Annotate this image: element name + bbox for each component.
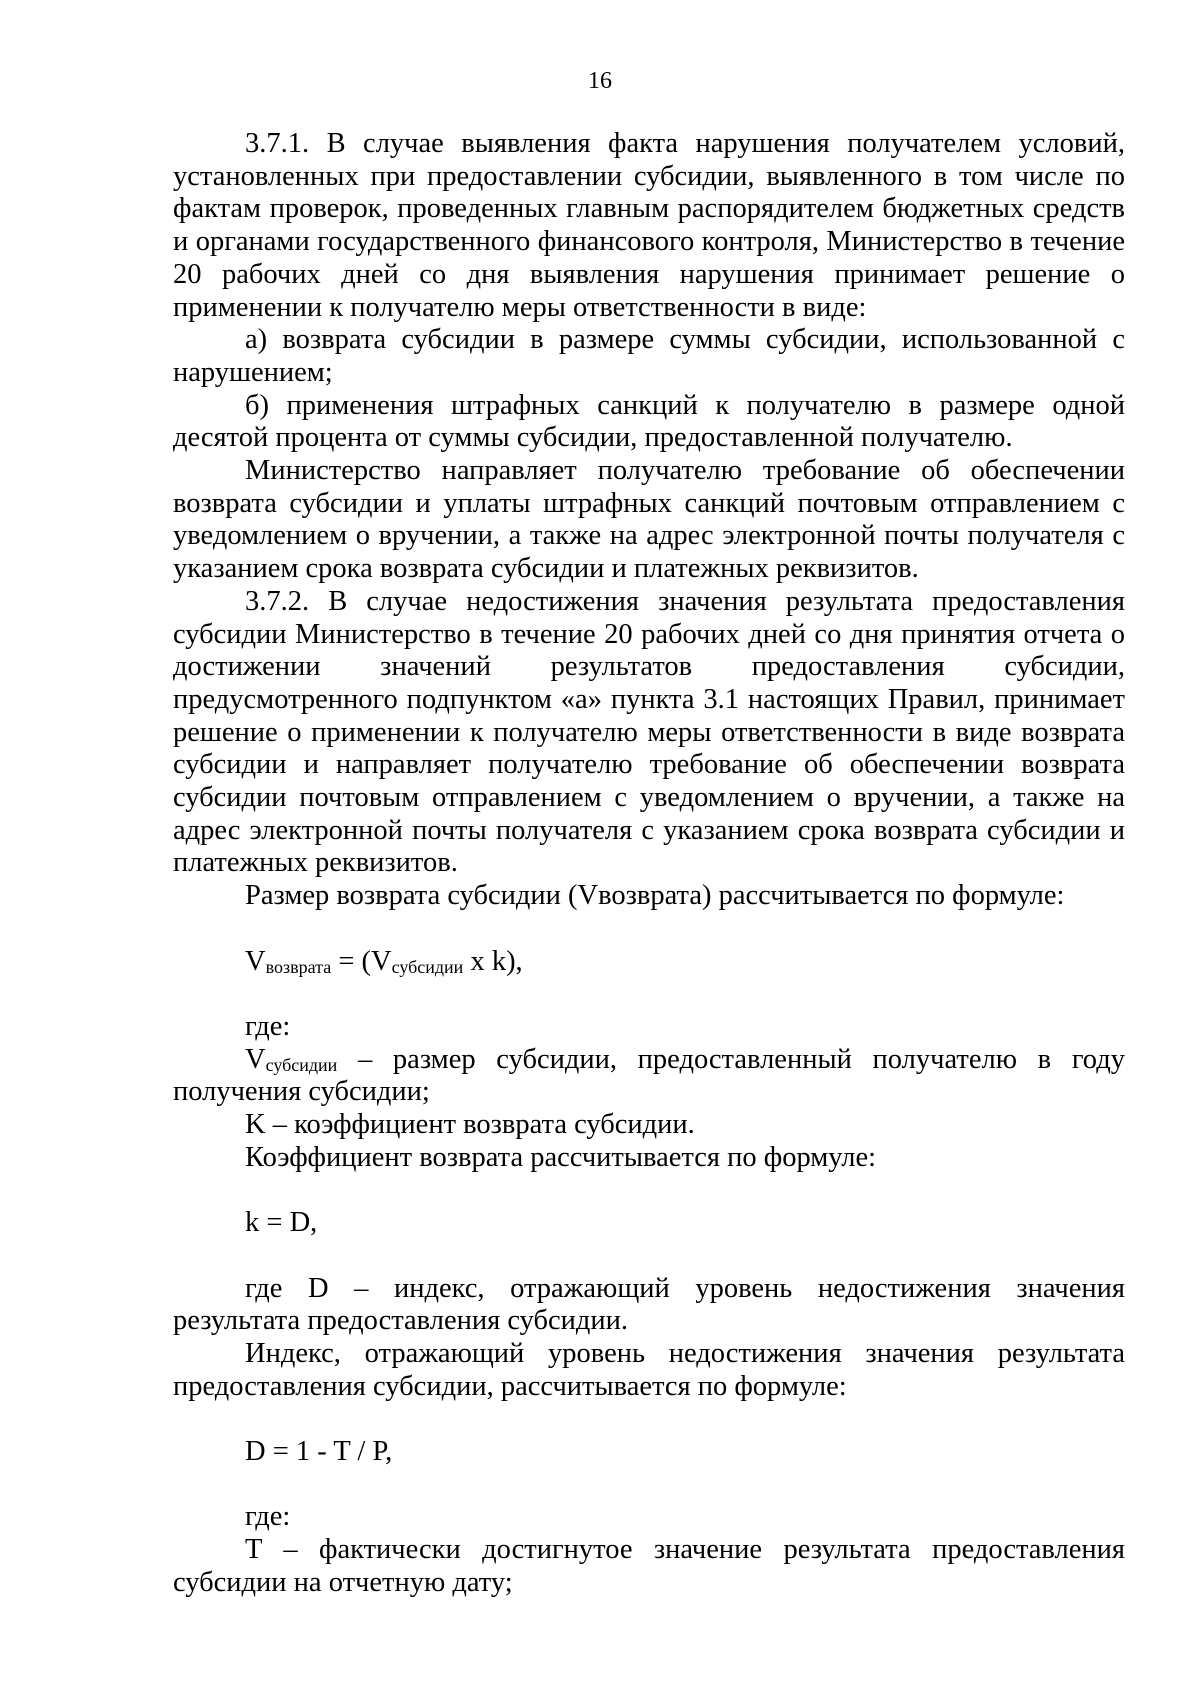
formula-index: D = 1 - T / P, (245, 1436, 393, 1468)
formula-equals-part: = (V (331, 945, 392, 977)
definition-t: T – фактически достигнутое значение результата предоставления субсидии на отчетную дату; (173, 1534, 1125, 1598)
definition-k: K – коэффициент возврата субсидии. (245, 1109, 695, 1141)
document-body (173, 128, 1125, 1600)
definition-v-subsidy (173, 1044, 1125, 1109)
definition-v-text: – размер субсидии, предоставленный получателю в году получения субсидии; (173, 1043, 1125, 1108)
page-number: 16 (588, 68, 612, 94)
formula-subscript-subsidy: субсидии (391, 956, 464, 977)
paragraph-return-size: Размер возврата субсидии (Vвозврата) рассчитывается по формуле: (245, 880, 1065, 912)
list-item-b: б) применения штрафных санкций к получателю в размере одной десятой процента от суммы субсидии, предоставленной получателю. (173, 389, 1125, 454)
formula-subscript-return: возврата (265, 956, 332, 977)
paragraph-ministry-demand: Министерство направляет получателю требование об обеспечении возврата субсидии и уплаты штрафных санкций почтовым отправлением с уведомлением о вручении, а также на адрес электронной почты получателя с указанием срока возврата субсидии и платежных реквизитов. (173, 455, 1125, 585)
definition-d: где D – индекс, отражающий уровень недостижения значения результата предоставления субсидии. (173, 1272, 1125, 1337)
definition-v-symbol: V (245, 1043, 266, 1075)
formula-v-symbol: V (245, 945, 266, 977)
formula-coefficient: k = D, (245, 1207, 318, 1239)
list-item-a: а) возврата субсидии в размере суммы субсидии, использованной с нарушением; (173, 324, 1125, 388)
formula-return-amount (173, 946, 1125, 979)
where-label-1: где: (245, 1010, 291, 1042)
formula-end-part: x k), (463, 945, 523, 977)
where-label-2: где: (245, 1501, 291, 1533)
paragraph-coefficient: Коэффициент возврата рассчитывается по формуле: (245, 1141, 877, 1173)
paragraph-index: Индекс, отражающий уровень недостижения значения результата предоставления субсидии, рассчитывается по формуле: (173, 1337, 1125, 1402)
definition-v-subscript: субсидии (265, 1054, 338, 1075)
paragraph-3-7-1: 3.7.1. В случае выявления факта нарушения получателем условий, установленных при предоставлении субсидии, выявленного в том числе по фактам проверок, проведенных главным распорядителем бюджетных средств и органами государственного финансового контроля, Министерство в течение 20 рабочих дней со дня выявления нарушения принимает решение о применении к получателю меры ответственности в виде: (173, 128, 1125, 323)
paragraph-3-7-2: 3.7.2. В случае недостижения значения результата предоставления субсидии Министерство в течение 20 рабочих дней со дня принятия отчета о достижении значений результатов предоставления субсидии, предусмотренного подпунктом «а» пункта 3.1 настоящих Правил, принимает решение о применении к получателю меры ответственности в виде возврата субсидии и направляет получателю требование об обеспечении возврата субсидии почтовым отправлением с уведомлением о вручении, а также на адрес электронной почты получателя с указанием срока возврата субсидии и платежных реквизитов. (173, 585, 1125, 879)
